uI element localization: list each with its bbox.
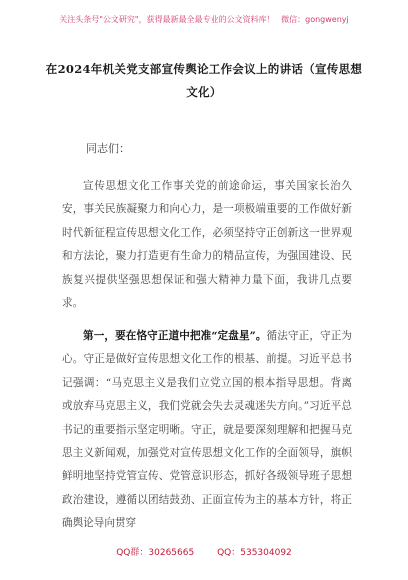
paragraph-2 [62,325,352,536]
paragraph-2-body: 循法守正，守正为心。守正是做好宣传思想文化工作的根基、前提。习近平总书记强调：“马克思主义是我们立党立国的根本指导思想。背离或放弃马克思主义，我们党就会失去灵魂迷失方向。”习近平总书记的重要指示坚定明晰。守正，就是要深刻理解和把握马克思主义新闻观，加强党对宣传思想文化工作的全面领导，旗帜鲜明地坚持党管宣传、党管意识形态，抓好各级领导班子思想政治建设，遵循以团结鼓劲、正面宣传为主的基本方针，将正确舆论导向贯穿 [62,330,352,530]
footer-contacts [0,545,408,558]
footer-qq-group: QQ群：30265665 [116,548,195,558]
document-title: 在2024年机关党支部宣传舆论工作会议上的讲话（宣传思想文化） [45,62,363,99]
salutation: 同志们： [86,142,130,155]
paragraph-1: 宣传思想文化工作事关党的前途命运，事关国家长治久安，事关民族凝聚力和向心力，是一项极端重要的工作做好新时代新征程宣传思想文化工作，必须坚持守正创新这一世界观和方法论，聚力打造更有生命力的精品宣传，为强国建设、民族复兴提供坚强思想保证和强大精神力量下面，我讲几点要求。 [62,180,352,310]
header-wechat-text: 微信：gongwenyj [281,15,349,24]
footer-qq: QQ：535304092 [217,548,292,558]
header-banner [0,14,408,25]
paragraph-2-heading: 第一，要在恪守正道中把准“定盘星”。 [83,330,267,342]
header-promo-text: 关注头条号"公文研究"，获得最新最全最专业的公文资料库！ [59,15,275,24]
